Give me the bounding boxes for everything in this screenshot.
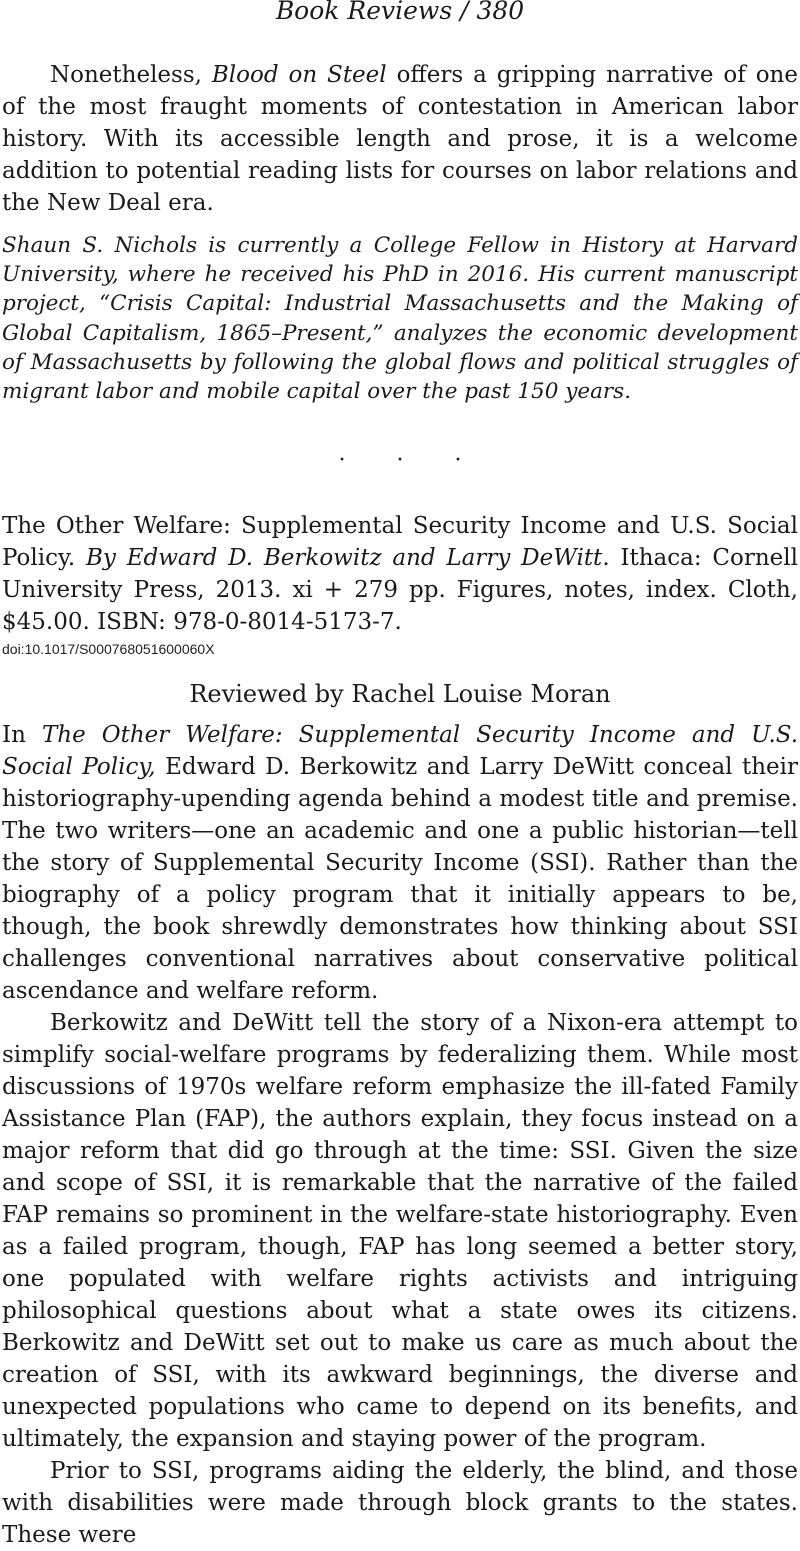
book-title-blood-on-steel: Blood on Steel	[211, 62, 387, 88]
review-p1-rest: Edward D. Berkowitz and Larry DeWitt conceal their historiography-upending agenda behind a modest title and premise. The two writers—one an academic and one a public historian—tell the story of Supplemental Security Income (SSI). Rather than the biography of a policy program that it initially appears to be, though, the book shrewdly demonstrates how thinking about SSI challenges conventional narratives about conservative political ascendance and welfare reform.	[2, 754, 798, 1005]
citation-details: . Ithaca: Cornell University Press, 2013. xi + 279 pp. Figures, notes, index. Cloth, $45.00. ISBN: 978-0-8014-5173-7.	[2, 545, 798, 636]
review-body	[2, 719, 798, 1551]
review-book-title: The Other Welfare: Supplemental Security Income and U.S. Social Policy,	[2, 722, 799, 781]
review-p1-start: In	[2, 722, 42, 749]
closing-paragraph-start: Nonetheless,	[50, 62, 212, 88]
section-separator: · · ·	[338, 448, 484, 474]
review-paragraph-3: Prior to SSI, programs aiding the elderly, the blind, and those with disabilities were made through block grants to the states. These were	[2, 1458, 798, 1549]
reviewer-bio: Shaun S. Nichols is currently a College Fellow in History at Harvard University, where he received his PhD in 2016. His current manuscript project, “Crisis Capital: Industrial Massachusetts and the Making of Global Capitalism, 1865–Present,” analyzes the economic development of Massachusetts by following the global flows and political struggles of migrant labor and mobile capital over the past 150 years.	[2, 233, 798, 405]
book-citation	[2, 510, 798, 638]
closing-paragraph-rest: offers a gripping narrative of one of the most fraught moments of contestation in American labor history. With its accessible length and prose, it is a welcome addition to potential reading lists for courses on labor relations and the New Deal era.	[2, 62, 798, 216]
doi: doi:10.1017/S000768051600060X	[2, 641, 215, 658]
closing-paragraph	[2, 59, 798, 219]
citation-title: The Other Welfare: Supplemental Security Income and U.S. Social Policy.	[2, 513, 798, 572]
citation-authors: By Edward D. Berkowitz and Larry DeWitt	[86, 545, 603, 572]
review-paragraph-1	[2, 719, 798, 1007]
reviewer-line: Reviewed by Rachel Louise Moran	[189, 680, 611, 709]
running-header: Book Reviews / 380	[275, 0, 525, 25]
review-paragraph-2: Berkowitz and DeWitt tell the story of a Nixon-era attempt to simplify social-welfare programs by federalizing them. While most discussions of 1970s welfare reform emphasize the ill-fated Family Assistance Plan (FAP), the authors explain, they focus instead on a major reform that did go through at the time: SSI. Given the size and scope of SSI, it is remarkable that the narrative of the failed FAP remains so prominent in the welfare-state historiography. Even as a failed program, though, FAP has long seemed a better story, one populated with welfare rights activists and intriguing philosophical questions about what a state owes its citizens. Berkowitz and DeWitt set out to make us care as much about the creation of SSI, with its awkward beginnings, the diverse and unexpected populations who came to depend on its benefits, and ultimately, the expansion and staying power of the program.	[2, 1010, 798, 1453]
